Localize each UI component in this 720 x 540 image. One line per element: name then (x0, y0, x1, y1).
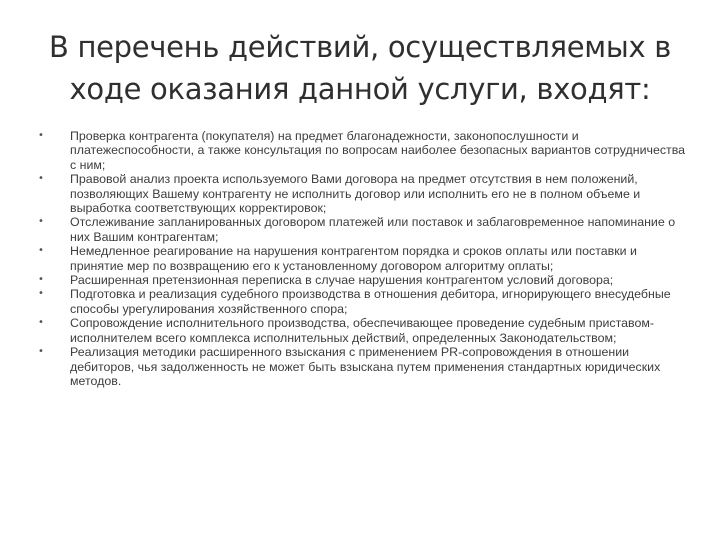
list-item (36, 215, 686, 244)
slide-title: В перечень действий, осуществляемых в ходе оказания данной услуги, входят: (48, 30, 672, 106)
list-item (36, 345, 686, 388)
bullet-icon: • (38, 245, 44, 257)
list-item (36, 316, 686, 345)
list-item (36, 129, 686, 172)
bullet-icon: • (38, 346, 44, 358)
list-item-text: Немедленное реагирование на нарушения контрагентом порядка и сроков оплаты или поставки и принятие мер по возвращению его к установленному договором алгоритму оплаты; (70, 244, 637, 273)
services-list (36, 129, 686, 388)
list-item-text: Проверка контрагента (покупателя) на предмет благонадежности, законопослушности и платежеспособности, а также консультация по вопросам наиболее безопасных вариантов сотрудничества с ним; (70, 129, 686, 172)
list-item (36, 273, 686, 287)
list-item-text: Расширенная претензионная переписка в случае нарушения контрагентом условий договора; (70, 273, 614, 288)
list-item-text: Отслеживание запланированных договором платежей или поставок и заблаговременное напоминание о них Вашим контрагентам; (70, 215, 676, 244)
bullet-icon: • (38, 130, 44, 141)
list-item-text: Правовой анализ проекта используемого Вами договора на предмет отсутствия в нем положений, позволяющих Вашему контрагенту не исполнить договор или исполнить его не в полном объеме и выработка соответствующих корректировок; (70, 172, 641, 216)
list-item-text: Реализация методики расширенного взыскания с применением PR-сопровождения в отношении дебиторов, чья задолженность не может быть взыскана путем применения стандартных юридических методов. (70, 345, 661, 388)
bullet-icon: • (38, 317, 44, 329)
bullet-icon: • (38, 216, 44, 228)
list-item (36, 287, 686, 316)
bullet-icon: • (38, 173, 44, 185)
bullet-icon: • (38, 288, 44, 300)
list-item-text: Сопровождение исполнительного производства, обеспечивающее проведение судебным приставом-исполнителем всего комплекса исполнительных действий, определенных Законодательством; (70, 316, 655, 345)
list-item (36, 172, 686, 215)
list-item-text: Подготовка и реализация судебного производства в отношения дебитора, игнорирующего внесудебные способы урегулирования хозяйственного спора; (70, 287, 671, 316)
list-item (36, 244, 686, 273)
bullet-icon: • (38, 274, 44, 286)
